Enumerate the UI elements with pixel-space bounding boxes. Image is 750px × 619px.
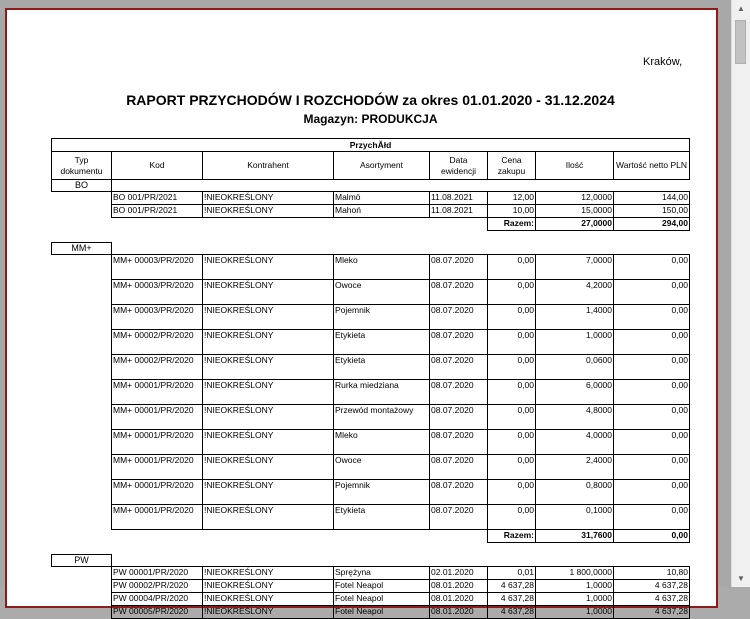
total-value: 0,00 [613,529,690,543]
table-cell-kod: MM+ 00002/PR/2020 [111,329,203,355]
table-cell-cena: 0,00 [487,404,536,430]
table-cell-kod: BO 001/PR/2021 [111,191,203,205]
table-cell-ilosc: 2,4000 [535,454,614,480]
vertical-scrollbar[interactable] [731,0,750,587]
table-cell-cena: 0,00 [487,454,536,480]
table-cell-ilosc: 1,4000 [535,304,614,330]
table-cell-kontrahent: !NIEOKREŚLONY [202,254,334,280]
table-cell-asortyment: Mleko [333,254,430,280]
table-cell-wartosc: 10,80 [613,566,690,580]
table-cell-kontrahent: !NIEOKREŚLONY [202,504,334,530]
table-cell-data: 08.07.2020 [429,279,488,305]
table-cell-cena: 0,00 [487,429,536,455]
table-cell-asortyment: Etykieta [333,329,430,355]
table-cell-kod: PW 00001/PR/2020 [111,566,203,580]
group-type-label: PW [51,554,112,567]
table-cell-cena: 0,00 [487,254,536,280]
table-cell-asortyment: Malmö [333,191,430,205]
table-cell-ilosc: 1,0000 [535,579,614,593]
table-cell-wartosc: 0,00 [613,254,690,280]
table-cell-asortyment: Przewód montażowy [333,404,430,430]
scroll-up-icon[interactable]: ▲ [737,4,745,13]
table-cell-wartosc: 144,00 [613,191,690,205]
table-cell-wartosc: 0,00 [613,404,690,430]
table-cell-ilosc: 4,2000 [535,279,614,305]
report-page [5,8,718,616]
table-cell-kontrahent: !NIEOKREŚLONY [202,379,334,405]
scroll-thumb[interactable] [735,20,746,64]
table-cell-asortyment: Fotel Neapol [333,605,430,619]
table-cell-data: 02.01.2020 [429,566,488,580]
table-cell-kod: MM+ 00003/PR/2020 [111,254,203,280]
table-cell-kod: PW 00004/PR/2020 [111,592,203,606]
table-cell-data: 08.07.2020 [429,304,488,330]
table-cell-kontrahent: !NIEOKREŚLONY [202,429,334,455]
group-type-label: MM+ [51,242,112,255]
table-cell-data: 08.07.2020 [429,404,488,430]
table-cell-wartosc: 0,00 [613,304,690,330]
table-cell-wartosc: 0,00 [613,354,690,380]
table-cell-wartosc: 4 637,28 [613,592,690,606]
table-cell-asortyment: Pojemnik [333,304,430,330]
table-cell-data: 08.07.2020 [429,329,488,355]
table-cell-ilosc: 0,0600 [535,354,614,380]
table-cell-kod: MM+ 00003/PR/2020 [111,304,203,330]
column-header: Kod [111,151,203,180]
table-cell-wartosc: 0,00 [613,329,690,355]
column-header: Ilość [535,151,614,180]
table-cell-kontrahent: !NIEOKREŚLONY [202,304,334,330]
table-cell-kod: MM+ 00001/PR/2020 [111,429,203,455]
table-cell-kod: MM+ 00001/PR/2020 [111,454,203,480]
table-cell-ilosc: 1,0000 [535,592,614,606]
table-cell-kod: BO 001/PR/2021 [111,204,203,218]
table-cell-asortyment: Etykieta [333,504,430,530]
group-type-label: BO [51,179,112,192]
table-cell-data: 11.08.2021 [429,204,488,218]
table-cell-kontrahent: !NIEOKREŚLONY [202,479,334,505]
table-cell-wartosc: 0,00 [613,454,690,480]
table-cell-cena: 0,00 [487,279,536,305]
table-cell-cena: 0,00 [487,329,536,355]
table-cell-wartosc: 0,00 [613,379,690,405]
column-header: Wartość netto PLN [613,151,690,180]
table-cell-cena: 4 637,28 [487,579,536,593]
table-cell-kontrahent: !NIEOKREŚLONY [202,579,334,593]
table-cell-ilosc: 4,0000 [535,429,614,455]
column-header: Asortyment [333,151,430,180]
table-cell-cena: 4 637,28 [487,592,536,606]
table-cell-wartosc: 0,00 [613,504,690,530]
table-cell-kontrahent: !NIEOKREŚLONY [202,404,334,430]
table-cell-data: 08.07.2020 [429,504,488,530]
table-cell-wartosc: 0,00 [613,479,690,505]
column-header: Kontrahent [202,151,334,180]
table-cell-data: 08.07.2020 [429,479,488,505]
table-cell-cena: 10,00 [487,204,536,218]
table-cell-kod: MM+ 00001/PR/2020 [111,404,203,430]
table-cell-data: 08.07.2020 [429,354,488,380]
table-cell-data: 08.01.2020 [429,579,488,593]
section-title: PrzychĂłd [51,138,690,152]
total-quantity: 27,0000 [535,217,614,231]
table-cell-cena: 0,00 [487,479,536,505]
table-cell-kod: MM+ 00001/PR/2020 [111,379,203,405]
table-cell-asortyment: Pojemnik [333,479,430,505]
column-header: Typ dokumentu [51,151,112,180]
report-title: RAPORT PRZYCHODÓW I ROZCHODÓW za okres 01.01.2020 - 31.12.2024 [126,92,615,108]
table-cell-cena: 0,00 [487,504,536,530]
table-cell-asortyment: Fotel Neapol [333,592,430,606]
table-cell-asortyment: Mleko [333,429,430,455]
table-cell-ilosc: 0,8000 [535,479,614,505]
table-cell-data: 08.07.2020 [429,379,488,405]
table-cell-asortyment: Owoce [333,454,430,480]
table-cell-ilosc: 0,1000 [535,504,614,530]
table-cell-kontrahent: !NIEOKREŚLONY [202,605,334,619]
table-cell-ilosc: 4,8000 [535,404,614,430]
total-quantity: 31,7600 [535,529,614,543]
table-cell-kontrahent: !NIEOKREŚLONY [202,354,334,380]
table-cell-wartosc: 4 637,28 [613,579,690,593]
table-cell-asortyment: Mahoń [333,204,430,218]
table-cell-ilosc: 1 800,0000 [535,566,614,580]
table-cell-asortyment: Owoce [333,279,430,305]
table-cell-kod: MM+ 00001/PR/2020 [111,479,203,505]
table-cell-wartosc: 0,00 [613,429,690,455]
table-cell-cena: 12,00 [487,191,536,205]
table-cell-data: 08.07.2020 [429,254,488,280]
table-cell-kontrahent: !NIEOKREŚLONY [202,204,334,218]
report-city: Kraków, [643,56,683,68]
table-cell-kod: MM+ 00003/PR/2020 [111,279,203,305]
table-cell-kontrahent: !NIEOKREŚLONY [202,454,334,480]
table-cell-ilosc: 12,0000 [535,191,614,205]
table-cell-kontrahent: !NIEOKREŚLONY [202,592,334,606]
table-cell-data: 08.07.2020 [429,429,488,455]
table-cell-asortyment: Rurka miedziana [333,379,430,405]
table-cell-kod: MM+ 00002/PR/2020 [111,354,203,380]
table-cell-kod: PW 00002/PR/2020 [111,579,203,593]
table-cell-cena: 4 637,28 [487,605,536,619]
table-cell-cena: 0,00 [487,379,536,405]
table-cell-ilosc: 1,0000 [535,329,614,355]
table-cell-cena: 0,01 [487,566,536,580]
table-cell-wartosc: 4 637,28 [613,605,690,619]
table-cell-kontrahent: !NIEOKREŚLONY [202,191,334,205]
table-cell-kod: PW 00005/PR/2020 [111,605,203,619]
table-cell-kod: MM+ 00001/PR/2020 [111,504,203,530]
table-cell-ilosc: 7,0000 [535,254,614,280]
table-cell-cena: 0,00 [487,304,536,330]
table-cell-kontrahent: !NIEOKREŚLONY [202,329,334,355]
table-cell-data: 08.07.2020 [429,454,488,480]
report-warehouse: Magazyn: PRODUKCJA [303,112,438,126]
table-cell-ilosc: 1,0000 [535,605,614,619]
scroll-down-icon[interactable]: ▼ [737,574,745,583]
table-cell-cena: 0,00 [487,354,536,380]
table-cell-data: 08.01.2020 [429,592,488,606]
table-cell-wartosc: 150,00 [613,204,690,218]
total-value: 294,00 [613,217,690,231]
table-cell-ilosc: 6,0000 [535,379,614,405]
table-cell-asortyment: Etykieta [333,354,430,380]
table-cell-kontrahent: !NIEOKREŚLONY [202,566,334,580]
total-label: Razem: [487,217,536,231]
table-cell-asortyment: Fotel Neapol [333,579,430,593]
table-cell-wartosc: 0,00 [613,279,690,305]
total-label: Razem: [487,529,536,543]
table-cell-asortyment: Sprężyna [333,566,430,580]
column-header: Data ewidencji [429,151,488,180]
column-header: Cena zakupu [487,151,536,180]
table-cell-kontrahent: !NIEOKREŚLONY [202,279,334,305]
table-cell-data: 11.08.2021 [429,191,488,205]
table-cell-data: 08.01.2020 [429,605,488,619]
table-cell-ilosc: 15,0000 [535,204,614,218]
